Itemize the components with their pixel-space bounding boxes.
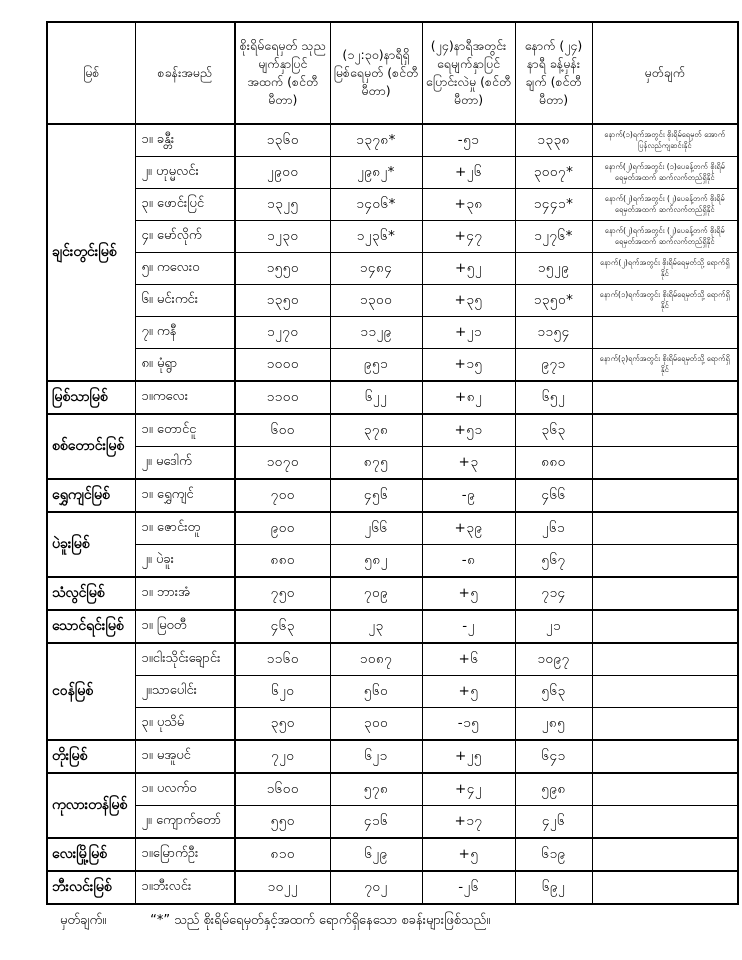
- station-name-cell: ၁။ ဇောင်းတူ: [135, 512, 235, 545]
- station-row: [47, 545, 738, 578]
- station-name-cell: ၄။ မော်လိုက်: [135, 221, 235, 253]
- water-level-cell: ၆၂၂: [330, 381, 422, 414]
- danger-level-cell: ၁၅၅၀: [235, 253, 330, 285]
- station-row: [47, 512, 738, 545]
- remark-cell: နောက်(၁)ရက်အတွင်း စိုးရိမ်ရေမှတ်သို့ ရောက်ရှိနိုင်: [592, 285, 738, 317]
- water-level-cell: ၈၇၅: [330, 447, 422, 480]
- header-station-name: စခန်းအမည်: [135, 22, 235, 124]
- forecast-24h-cell: ၅၆၃: [515, 676, 592, 708]
- station-name-cell: ၁။ ခန္တီး: [135, 124, 235, 157]
- danger-level-cell: ၈၈၀: [235, 545, 330, 578]
- change-24h-cell: -၂: [422, 610, 515, 643]
- table-body: [47, 124, 738, 904]
- remark-cell: နောက်(၂)ရက်အတွင်း (၂)ပေခန့်တက် စိုးရိမ်ရေမှတ်အထက် ဆက်လက်တည်ရှိနိုင်: [592, 189, 738, 221]
- change-24h-cell: +၈၂: [422, 381, 515, 414]
- station-name-cell: ၂။ မဒေါက်: [135, 447, 235, 480]
- water-level-cell: ၆၂၉: [330, 838, 422, 871]
- station-name-cell: ၈။ မုံရွာ: [135, 349, 235, 382]
- forecast-24h-cell: ၁၀၉၇: [515, 643, 592, 676]
- station-name-cell: ၁။ မြဝတီ: [135, 610, 235, 643]
- remark-cell: [592, 643, 738, 676]
- forecast-24h-cell: ၆၄၁: [515, 740, 592, 773]
- remark-cell: [592, 676, 738, 708]
- remark-cell: [592, 381, 738, 414]
- station-name-cell: ၁။ ရွှေကျင်: [135, 479, 235, 512]
- station-row: [47, 253, 738, 285]
- remark-cell: နောက်(၁)ရက်အတွင်း စိုးရိမ်ရေမှတ် အောက် ပြန်လည်ကျဆင်းနိုင်: [592, 124, 738, 157]
- forecast-24h-cell: ၄၆၆: [515, 479, 592, 512]
- remark-cell: [592, 740, 738, 773]
- remark-cell: [592, 838, 738, 871]
- forecast-24h-cell: ၄၂၆: [515, 806, 592, 839]
- forecast-24h-cell: ၁၃၅၀*: [515, 285, 592, 317]
- river-name-cell: စစ်တောင်းမြစ်: [47, 414, 135, 479]
- danger-level-cell: ၄၆၃: [235, 610, 330, 643]
- remark-cell: [592, 610, 738, 643]
- station-row: [47, 221, 738, 253]
- station-name-cell: ၂။ ဟုမ္မလင်း: [135, 157, 235, 189]
- station-row: [47, 157, 738, 189]
- water-level-cell: ၇၀၉: [330, 577, 422, 610]
- station-name-cell: ၁။ တောင်ငူ: [135, 414, 235, 447]
- station-row: [47, 838, 738, 871]
- station-name-cell: ၁။ငါးသိုင်းချောင်း: [135, 643, 235, 676]
- change-24h-cell: -၂၆: [422, 871, 515, 904]
- forecast-24h-cell: ၇၁၄: [515, 577, 592, 610]
- forecast-24h-cell: ၁၁၅၄: [515, 317, 592, 349]
- station-name-cell: ၆။ မင်းကင်း: [135, 285, 235, 317]
- station-row: [47, 124, 738, 157]
- forecast-24h-cell: ၂၁: [515, 610, 592, 643]
- river-name-cell: ချင်းတွင်းမြစ်: [47, 124, 135, 381]
- water-level-cell: ၁၁၂၉: [330, 317, 422, 349]
- remark-cell: [592, 479, 738, 512]
- footnote: [60, 912, 742, 931]
- danger-level-cell: ၇၂၀: [235, 740, 330, 773]
- river-name-cell: သံလွင်မြစ်: [47, 577, 135, 610]
- danger-level-cell: ၁၀၀၀: [235, 349, 330, 382]
- table-header: [47, 22, 738, 124]
- water-level-cell: ၁၃၀၀: [330, 285, 422, 317]
- station-row: [47, 349, 738, 382]
- station-name-cell: ၃။ ဖောင်းပြင်: [135, 189, 235, 221]
- station-name-cell: ၁။မြောက်ဦး: [135, 838, 235, 871]
- danger-level-cell: ၇၀၀: [235, 479, 330, 512]
- remark-cell: [592, 414, 738, 447]
- forecast-24h-cell: ၆၁၉: [515, 838, 592, 871]
- station-name-cell: ၂။ ပဲခူး: [135, 545, 235, 578]
- change-24h-cell: +၅: [422, 676, 515, 708]
- change-24h-cell: +၁၇: [422, 806, 515, 839]
- water-level-cell: ၇၀၂: [330, 871, 422, 904]
- water-level-cell: ၂၃: [330, 610, 422, 643]
- danger-level-cell: ၇၅၀: [235, 577, 330, 610]
- header-remark: မှတ်ချက်: [592, 22, 738, 124]
- danger-level-cell: ၆၀၀: [235, 414, 330, 447]
- station-row: [47, 871, 738, 904]
- station-row: [47, 381, 738, 414]
- remark-cell: [592, 871, 738, 904]
- change-24h-cell: +၂၁: [422, 317, 515, 349]
- station-row: [47, 189, 738, 221]
- forecast-24h-cell: ၆၉၂: [515, 871, 592, 904]
- river-name-cell: မြစ်သာမြစ်: [47, 381, 135, 414]
- change-24h-cell: +၃၈: [422, 189, 515, 221]
- river-name-cell: လေးမြို့မြစ်: [47, 838, 135, 871]
- water-level-cell: ၅၈၂: [330, 545, 422, 578]
- danger-level-cell: ၆၂၀: [235, 676, 330, 708]
- change-24h-cell: +၅၂: [422, 253, 515, 285]
- change-24h-cell: -၉: [422, 479, 515, 512]
- river-name-cell: ပဲခူးမြစ်: [47, 512, 135, 577]
- station-row: [47, 610, 738, 643]
- danger-level-cell: ၅၅၀: [235, 806, 330, 839]
- remark-cell: [592, 317, 738, 349]
- change-24h-cell: +၁၅: [422, 349, 515, 382]
- water-level-cell: ၁၄၈၄: [330, 253, 422, 285]
- footnote-text: “*” သည် စိုးရိမ်ရေမှတ်နှင့်အထက် ရောက်ရှိနေသော စခန်းများဖြစ်သည်။: [150, 913, 491, 928]
- station-row: [47, 643, 738, 676]
- water-level-cell: ၁၃၇၈*: [330, 124, 422, 157]
- remark-cell: [592, 512, 738, 545]
- change-24h-cell: +၄၇: [422, 221, 515, 253]
- forecast-24h-cell: ၃၆၃: [515, 414, 592, 447]
- remark-cell: နောက်(၂)ရက်အတွင်း စိုးရိမ်ရေမှတ်သို့ ရောက်ရှိနိုင်: [592, 253, 738, 285]
- remark-cell: နောက်(၃)ရက်အတွင်း စိုးရိမ်ရေမှတ်သို့ ရောက်ရှိနိုင်: [592, 349, 738, 382]
- change-24h-cell: +၃၅: [422, 285, 515, 317]
- change-24h-cell: +၃: [422, 447, 515, 480]
- forecast-24h-cell: ၅၉၈: [515, 773, 592, 806]
- danger-level-cell: ၂၉၀၀: [235, 157, 330, 189]
- station-name-cell: ၂။သာပေါင်း: [135, 676, 235, 708]
- water-level-cell: ၂၆၆: [330, 512, 422, 545]
- river-name-cell: ကုလားတန်မြစ်: [47, 773, 135, 838]
- change-24h-cell: +၅၁: [422, 414, 515, 447]
- danger-level-cell: ၈၁၀: [235, 838, 330, 871]
- station-row: [47, 708, 738, 741]
- water-level-cell: ၁၄၀၆*: [330, 189, 422, 221]
- danger-level-cell: ၁၁၀၀: [235, 381, 330, 414]
- change-24h-cell: +၅: [422, 838, 515, 871]
- header-river: မြစ်: [47, 22, 135, 124]
- water-level-cell: ၅၇၈: [330, 773, 422, 806]
- forecast-24h-cell: ၁၂၇၆*: [515, 221, 592, 253]
- remark-cell: [592, 577, 738, 610]
- change-24h-cell: +၄၂: [422, 773, 515, 806]
- danger-level-cell: ၁၂၇၀: [235, 317, 330, 349]
- forecast-24h-cell: ၂၈၅: [515, 708, 592, 741]
- remark-cell: နောက်(၂)ရက်အတွင်း (၂)ပေခန့်တက် စိုးရိမ်ရေမှတ်အထက် ဆက်လက်တည်ရှိနိုင်: [592, 221, 738, 253]
- footnote-label: မှတ်ချက်။: [60, 913, 107, 928]
- station-name-cell: ၁။ကလေး: [135, 381, 235, 414]
- river-name-cell: ရွှေကျင်မြစ်: [47, 479, 135, 512]
- water-level-cell: ၃၇၈: [330, 414, 422, 447]
- forecast-24h-cell: ၆၅၂: [515, 381, 592, 414]
- water-level-cell: ၄၅၆: [330, 479, 422, 512]
- river-name-cell: တိုးမြစ်: [47, 740, 135, 773]
- remark-cell: [592, 806, 738, 839]
- header-water-level: (၁၂:၃၀)နာရီရှိ မြစ်ရေမှတ် (စင်တီမီတာ): [330, 22, 422, 124]
- station-name-cell: ၁။ဘီးလင်း: [135, 871, 235, 904]
- change-24h-cell: -၈: [422, 545, 515, 578]
- danger-level-cell: ၁၁၆၀: [235, 643, 330, 676]
- change-24h-cell: +၂၆: [422, 157, 515, 189]
- remark-cell: [592, 708, 738, 741]
- danger-level-cell: ၁၃၆၀: [235, 124, 330, 157]
- forecast-24h-cell: ၅၆၇: [515, 545, 592, 578]
- change-24h-cell: +၅: [422, 577, 515, 610]
- danger-level-cell: ၁၃၂၅: [235, 189, 330, 221]
- remark-cell: [592, 545, 738, 578]
- station-row: [47, 773, 738, 806]
- station-name-cell: ၁။ မအူပင်: [135, 740, 235, 773]
- station-row: [47, 676, 738, 708]
- river-water-level-table: [46, 21, 739, 905]
- forecast-24h-cell: ၈၈၀: [515, 447, 592, 480]
- change-24h-cell: +၃၉: [422, 512, 515, 545]
- station-row: [47, 414, 738, 447]
- danger-level-cell: ၁၃၅၀: [235, 285, 330, 317]
- river-name-cell: ငဝန်မြစ်: [47, 643, 135, 740]
- water-level-cell: ၆၂၁: [330, 740, 422, 773]
- change-24h-cell: -၁၅: [422, 708, 515, 741]
- forecast-24h-cell: ၂၆၁: [515, 512, 592, 545]
- danger-level-cell: ၃၅၀: [235, 708, 330, 741]
- water-level-cell: ၄၁၆: [330, 806, 422, 839]
- station-row: [47, 740, 738, 773]
- station-row: [47, 479, 738, 512]
- forecast-24h-cell: ၁၄၄၁*: [515, 189, 592, 221]
- change-24h-cell: +၆: [422, 643, 515, 676]
- station-name-cell: ၅။ ကလေးဝ: [135, 253, 235, 285]
- danger-level-cell: ၁၆၀၀: [235, 773, 330, 806]
- forecast-24h-cell: ၁၅၂၉: [515, 253, 592, 285]
- station-row: [47, 577, 738, 610]
- station-row: [47, 285, 738, 317]
- remark-cell: [592, 447, 738, 480]
- river-name-cell: သောင်ရင်းမြစ်: [47, 610, 135, 643]
- water-level-cell: ၂၉၈၂*: [330, 157, 422, 189]
- danger-level-cell: ၁၀၇၀: [235, 447, 330, 480]
- station-row: [47, 447, 738, 480]
- forecast-24h-cell: ၉၇၁: [515, 349, 592, 382]
- forecast-24h-cell: ၃၀၀၇*: [515, 157, 592, 189]
- station-name-cell: ၁။ ဘားအံ: [135, 577, 235, 610]
- remark-cell: နောက်(၂)ရက်အတွင်း (၁)ပေခန့်တက် စိုးရိမ်ရေမှတ်အထက် ဆက်လက်တည်ရှိနိုင်: [592, 157, 738, 189]
- station-name-cell: ၂။ ကျောက်တော်: [135, 806, 235, 839]
- station-name-cell: ၁။ ပလက်ဝ: [135, 773, 235, 806]
- header-24h-forecast: နောက် (၂၄) နာရီ ခန့်မှန်းချက် (စင်တီမီတာ): [515, 22, 592, 124]
- table-header-row: [47, 22, 738, 124]
- station-row: [47, 317, 738, 349]
- danger-level-cell: ၁၀၂၂: [235, 871, 330, 904]
- danger-level-cell: ၁၂၃၀: [235, 221, 330, 253]
- river-name-cell: ဘီးလင်းမြစ်: [47, 871, 135, 904]
- water-level-cell: ၁၂၃၆*: [330, 221, 422, 253]
- water-level-cell: ၉၅၁: [330, 349, 422, 382]
- station-name-cell: ၇။ ကနီ: [135, 317, 235, 349]
- water-level-cell: ၅၆၀: [330, 676, 422, 708]
- remark-cell: [592, 773, 738, 806]
- forecast-24h-cell: ၁၃၃၈: [515, 124, 592, 157]
- water-level-cell: ၁၀၈၇: [330, 643, 422, 676]
- danger-level-cell: ၉၀၀: [235, 512, 330, 545]
- change-24h-cell: -၅၁: [422, 124, 515, 157]
- water-level-cell: ၃၀၀: [330, 708, 422, 741]
- header-danger-level: စိုးရိမ်ရေမှတ် သုညမျက်နှာပြင် အထက် (စင်တီမီတာ): [235, 22, 330, 124]
- header-24h-change: (၂၄)နာရီအတွင်း ရေမျက်နှာပြင် ပြောင်းလဲမှု (စင်တီမီတာ): [422, 22, 515, 124]
- change-24h-cell: +၂၅: [422, 740, 515, 773]
- station-row: [47, 806, 738, 839]
- station-name-cell: ၃။ ပုသိမ်: [135, 708, 235, 741]
